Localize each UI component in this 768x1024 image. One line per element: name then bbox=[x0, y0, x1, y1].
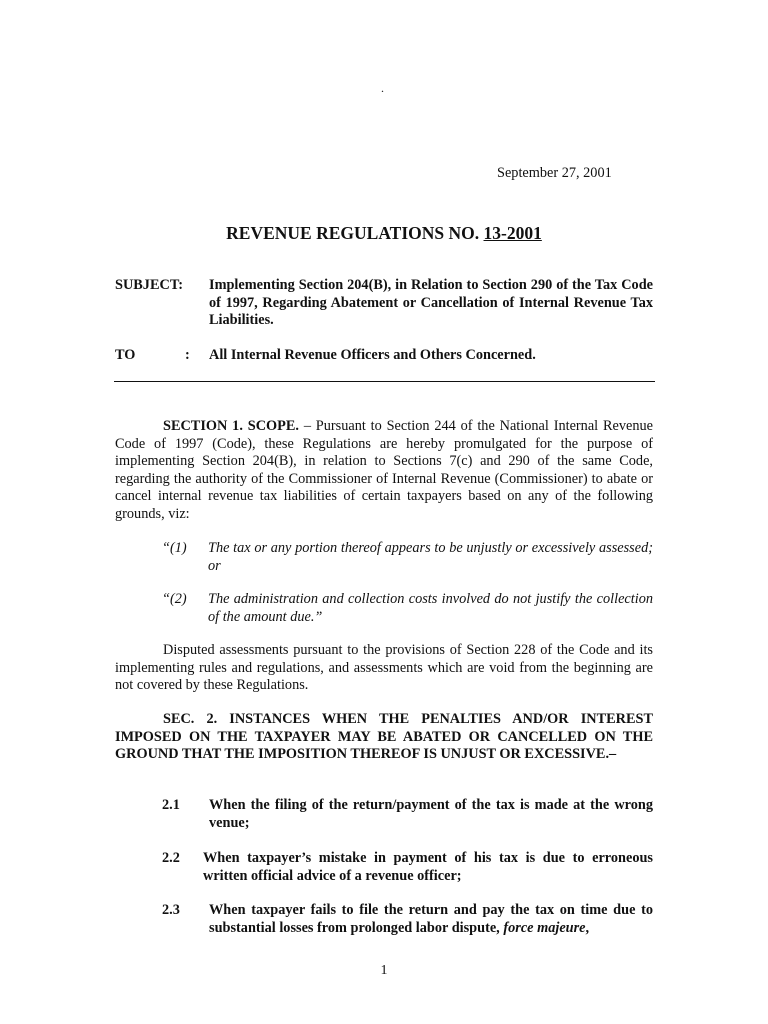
quote-number: “(1) bbox=[162, 540, 187, 556]
title-prefix: REVENUE REGULATIONS NO. bbox=[226, 223, 484, 243]
item-number: 2.3 bbox=[162, 902, 180, 918]
quote-text: The administration and collection costs involved do not justify the collection of the amount due.” bbox=[208, 591, 653, 625]
header-dot: . bbox=[381, 81, 384, 95]
section-1-body: – Pursuant to Section 244 of the National Internal Revenue Code of 1997 (Code), these Regulations are hereby promulgated for the purpose of implementing Section 204(B), in relation to Sections 7(c) and 290 of the same Code, regarding the authority of the Commissioner of Internal Revenue (Commissioner) to abate or cancel internal revenue tax liabilities of certain taxpayers based on any of the following grounds, viz: bbox=[115, 418, 653, 522]
item-text: When taxpayer fails to file the return and pay the tax on time due to substantial losses from prolonged labor dispute, bbox=[209, 902, 653, 936]
section-1-paragraph bbox=[115, 418, 653, 524]
subject-text: Implementing Section 204(B), in Relation to Section 290 of the Tax Code of 1997, Regarding Abatement or Cancellation of Internal Revenue Tax Liabilities. bbox=[209, 277, 653, 329]
quote-text: The tax or any portion thereof appears to be unjustly or excessively assessed; or bbox=[208, 540, 653, 574]
item-number: 2.2 bbox=[162, 850, 180, 866]
item-number: 2.1 bbox=[162, 797, 180, 813]
section-2-heading: SEC. 2. INSTANCES WHEN THE PENALTIES AND/OR INTEREST IMPOSED ON THE TAXPAYER MAY BE ABATED OR CANCELLED ON THE GROUND THAT THE IMPOSITION THEREOF IS UNJUST OR EXCESSIVE.– bbox=[115, 711, 653, 763]
item-text-wrapper bbox=[209, 902, 653, 937]
section-1-heading: SECTION 1. SCOPE. bbox=[163, 418, 299, 434]
to-label: TO bbox=[115, 347, 136, 363]
item-text: When taxpayer’s mistake in payment of his tax is due to erroneous written official advice of a revenue officer; bbox=[203, 850, 653, 884]
header-divider bbox=[114, 381, 655, 382]
document-date: September 27, 2001 bbox=[497, 165, 612, 181]
disputed-assessments-paragraph: Disputed assessments pursuant to the provisions of Section 228 of the Code and its implementing rules and regulations, and assessments which are void from the beginning are not covered by these Regulations. bbox=[115, 642, 653, 694]
item-italic-term: force majeure bbox=[503, 919, 586, 936]
page-number: 1 bbox=[380, 963, 388, 978]
to-colon: : bbox=[185, 347, 190, 363]
item-text: When the filing of the return/payment of the tax is made at the wrong venue; bbox=[209, 797, 653, 831]
subject-label: SUBJECT: bbox=[115, 277, 184, 293]
document-title bbox=[0, 222, 768, 244]
regulation-number: 13-2001 bbox=[483, 223, 542, 243]
to-recipients: All Internal Revenue Officers and Others Concerned. bbox=[209, 347, 536, 363]
item-text-tail: , bbox=[585, 919, 590, 936]
quote-number: “(2) bbox=[162, 591, 187, 607]
